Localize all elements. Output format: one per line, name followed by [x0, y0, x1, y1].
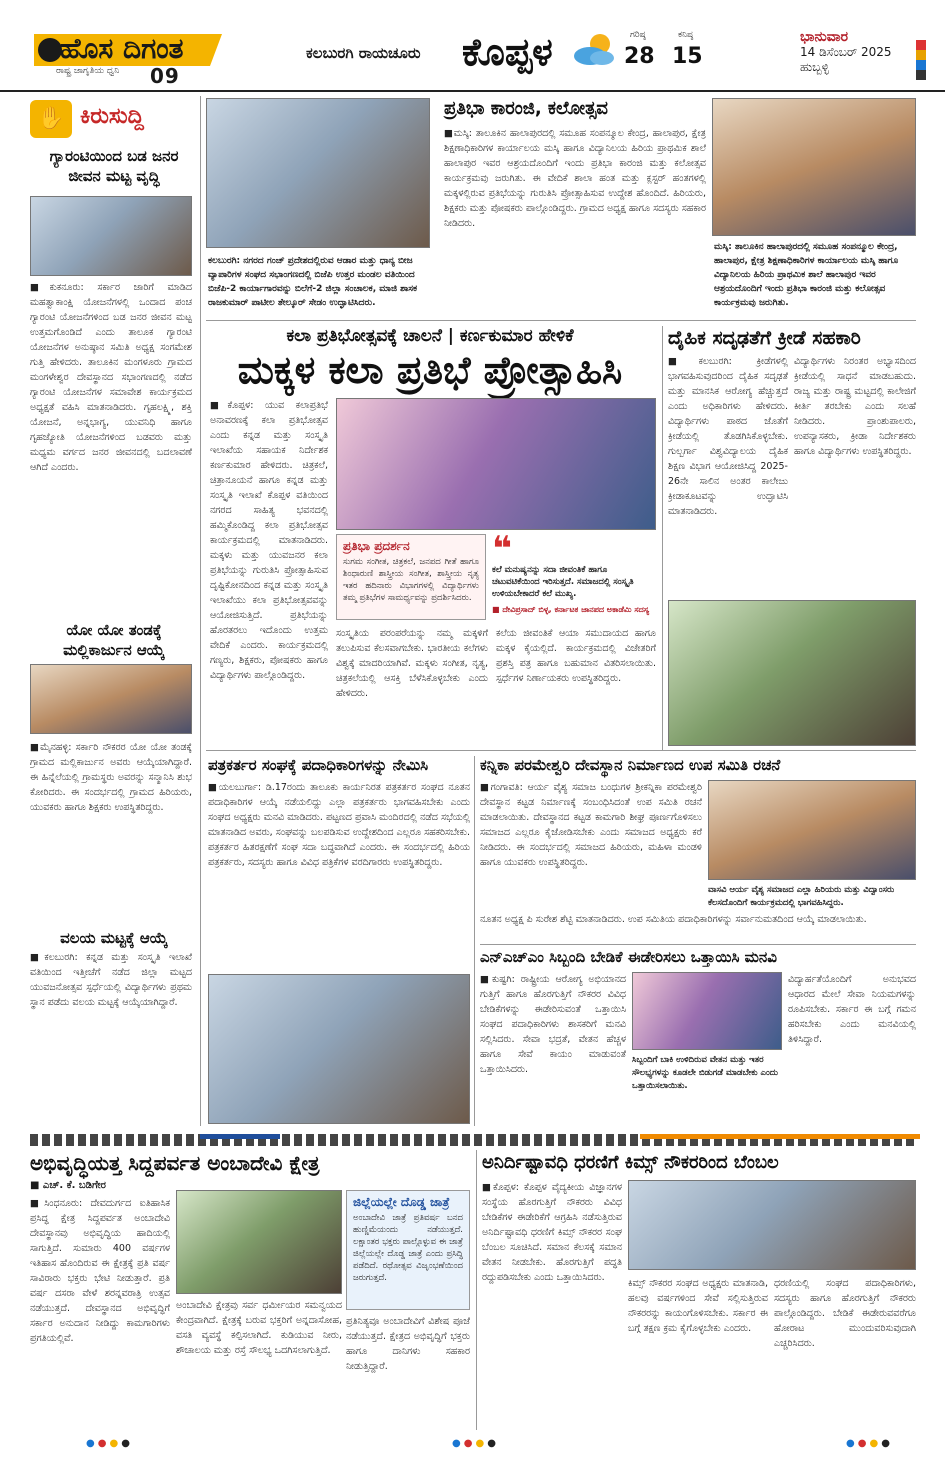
sports-photo [668, 600, 916, 746]
temple-photo [708, 780, 916, 880]
registration-dots: ●●●● [86, 1438, 133, 1449]
top-photo-1 [206, 98, 430, 248]
temp-max-label: ಗರಿಷ್ಠ [630, 30, 646, 40]
edition-title: ಕೊಪ್ಪಳ [462, 30, 553, 74]
info-box [336, 534, 486, 620]
journalists-body: ■ಯಲಬುರ್ಗಾ: ಡಿ.17ರಂದು ತಾಲೂಕು ಕಾರ್ಯನಿರತ ಪತ್ರಕರ್ತರ ಸಂಘದ ನೂತನ ಪದಾಧಿಕಾರಿಗಳ ಆಯ್ಕೆ ನಡೆಯಲಿದ್ದು ಎಲ್ಲಾ ಪತ್ರಕರ್ತರು ಭಾಗವಹಿಸಬೇಕು ಎಂದು ಸಂಘದ ಅಧ್ಯಕ್ಷರು ಮನವಿ ಮಾಡಿದರು. ಪಟ್ಟಣದ ಪ್ರವಾಸಿ ಮಂದಿರದಲ್ಲಿ ನಡೆದ ಸಭೆಯಲ್ಲಿ ಮಾತನಾಡಿದ ಅವರು, ಸಂಘವನ್ನು ಬಲಪಡಿಸುವ ಉದ್ದೇಶದಿಂದ ಎಲ್ಲರೂ ಸಹಕರಿಸಬೇಕು. ಪತ್ರಕರ್ತರ ಹಿತರಕ್ಷಣೆಗೆ ಸಂಘ ಸದಾ ಬದ್ಧವಾಗಿದೆ ಎಂದರು. ಈ ಸಂದರ್ಭದಲ್ಲಿ ಹಿರಿಯ ಪತ್ರಕರ್ತರು, ಸದಸ್ಯರು ಹಾಗೂ ವಿವಿಧ ಪತ್ರಿಕೆಗಳ ವರದಿಗಾರರು ಉಪಸ್ಥಿತರಿದ್ದರು. [208, 782, 470, 868]
info-box-title: ಪ್ರತಿಭಾ ಪ್ರದರ್ಶನ [343, 539, 410, 553]
kims-body: ■ಕೊಪ್ಪಳ: ಕೊಪ್ಪಳ ವೈದ್ಯಕೀಯ ವಿಜ್ಞಾನಗಳ ಸಂಸ್ಥೆಯ ಹೊರಗುತ್ತಿಗೆ ನೌಕರರು ವಿವಿಧ ಬೇಡಿಕೆಗಳ ಈಡೇರಿಕೆಗೆ ಆಗ್ರಹಿಸಿ ನಡೆಸುತ್ತಿರುವ ಅನಿರ್ದಿಷ್ಟಾವಧಿ ಧರಣಿಗೆ ಕಿಮ್ಸ್ ನೌಕರರ ಸಂಘ ಬೆಂಬಲ ಸೂಚಿಸಿದೆ. ಸಮಾನ ಕೆಲಸಕ್ಕೆ ಸಮಾನ ವೇತನ ನೀಡಬೇಕು. ಹೊರಗುತ್ತಿಗೆ ಪದ್ಧತಿ ರದ್ದುಪಡಿಸಬೇಕು ಎಂದು ಒತ್ತಾಯಿಸಿದರು. [482, 1182, 622, 1283]
lead-photo [336, 398, 656, 530]
registration-dots: ●●●● [846, 1438, 893, 1449]
column-divider [662, 326, 663, 750]
edition-city: ಹುಬ್ಬಳ್ಳಿ [800, 60, 829, 74]
info-box [346, 1190, 470, 1310]
kims-photo [628, 1180, 916, 1270]
nhm-caption: ಸಿಬ್ಬಂದಿಗೆ ಬಾಕಿ ಉಳಿದಿರುವ ವೇತನ ಮತ್ತು ಇತರ ಸೌಲಭ್ಯಗಳನ್ನು ಕೂಡಲೇ ಬಿಡುಗಡೆ ಮಾಡಬೇಕು ಎಂದು ಒತ್ತಾಯಿಸಲಾಯಿತು. [632, 1055, 778, 1091]
nhm-photo [632, 972, 782, 1050]
temple-caption: ವಾಸವಿ ಆರ್ಯ ವೈಶ್ಯ ಸಮಾಜದ ಎಲ್ಲಾ ಹಿರಿಯರು ಮತ್ತು ವಿದ್ವಾಂಸರು ಕೆಲಸದೊಂದಿಗೆ ಕಾರ್ಯಕ್ರಮದಲ್ಲಿ ಭಾಗವಹಿಸಿದ್ದರು. [708, 885, 895, 908]
ambadevi-byline: ■ ಎಚ್. ಕೆ. ಬಡಿಗೇರ [30, 1180, 106, 1191]
lead-headline: ಮಕ್ಕಳ ಕಲಾ ಪ್ರತಿಭೆ ಪ್ರೋತ್ಸಾಹಿಸಿ [237, 348, 623, 392]
journalists-photo [208, 974, 470, 1124]
nhm-headline: ಎನ್ಎಚ್ಎಂ ಸಿಬ್ಬಂದಿ ಬೇಡಿಕೆ ಈಡೇರಿಸಲು ಒತ್ತಾಯಿಸಿ ಮನವಿ [480, 948, 777, 966]
divider [480, 944, 916, 945]
nhm-body-2: ವಿದ್ಯಾರ್ಹತೆಯೊಂದಿಗೆ ಅನುಭವದ ಆಧಾರದ ಮೇಲೆ ಸೇವಾ ನಿಯಮಗಳನ್ನು ರೂಪಿಸಬೇಕು. ಸರ್ಕಾರ ಈ ಬಗ್ಗೆ ಗಮನ ಹರಿಸಬೇಕು ಎಂದು ಮನವಿಯಲ್ಲಿ ತಿಳಿಸಿದ್ದಾರೆ. [788, 974, 916, 1045]
divider [206, 320, 916, 321]
sports-body-2: ವಿದ್ಯಾರ್ಥಿಗಳು ನಿರಂತರ ಅಭ್ಯಾಸದಿಂದ ಕ್ರೀಡೆಯಲ್ಲಿ ಸಾಧನೆ ಮಾಡಬಹುದು. ರಾಜ್ಯ ಮತ್ತು ರಾಷ್ಟ್ರ ಮಟ್ಟದಲ್ಲಿ ಕಾಲೇಜಿಗೆ ಕೀರ್ತಿ ತರಬೇಕು ಎಂದು ಸಲಹೆ ನೀಡಿದರು. ಪ್ರಾಂಶುಪಾಲರು, ಉಪನ್ಯಾಸಕರು, ಕ್ರೀಡಾ ನಿರ್ದೇಶಕರು ಹಾಗೂ ವಿದ್ಯಾರ್ಥಿಗಳು ಉಪಸ್ಥಿತರಿದ್ದರು. [794, 356, 916, 457]
accent-stripe [200, 1134, 280, 1139]
temp-min: 15 [672, 44, 703, 69]
info-box-body: ಸುಗಮ ಸಂಗೀತ, ಚಿತ್ರಕಲೆ, ಜನಪದ ಗೀತೆ ಹಾಗೂ ಶಿಂಧಾರುಣಿ ಶಾಸ್ತ್ರೀಯ ಸಂಗೀತ, ಶಾಸ್ತ್ರೀಯ ನೃತ್ಯ ಇತರ ಹದಿನಾರು ವಿಭಾಗಗಳಲ್ಲಿ ವಿದ್ಯಾರ್ಥಿಗಳು ತಮ್ಮ ಪ್ರತಿಭೆಗಳ ಸಾಮರ್ಥ್ಯವನ್ನು ಪ್ರದರ್ಶಿಸಿದರು. [343, 557, 479, 603]
divider [206, 750, 916, 751]
lead-body-1: ■ಕೊಪ್ಪಳ: ಯುವ ಕಲಾಪ್ರತಿಭೆ ಅನಾವರಣಕ್ಕೆ ಕಲಾ ಪ್ರತಿಭೋತ್ಸವ ಎಂದು ಕನ್ನಡ ಮತ್ತು ಸಂಸ್ಕೃತಿ ಇಲಾಖೆಯ ಸಹಾಯಕ ನಿರ್ದೇಶಕ ಕರ್ಣಕುಮಾರ ಹೇಳಿದರು. ಚಿತ್ರಕಲೆ, ಚಿತ್ರಾನೂಯನೆ ಹಾಗೂ ಕನ್ನಡ ಮತ್ತು ಸಂಸ್ಕೃತಿ ಇಲಾಖೆ ಕೊಪ್ಪಳ ವತಿಯಿಂದ ನಗರದ ಸಾಹಿತ್ಯ ಭವನದಲ್ಲಿ ಹಮ್ಮಿಕೊಂಡಿದ್ದ ಕಲಾ ಪ್ರತಿಭೋತ್ಸವ ಕಾರ್ಯಕ್ರಮದಲ್ಲಿ ಮಾತನಾಡಿದರು. ಮಕ್ಕಳು ಮತ್ತು ಯುವಜನರ ಕಲಾ ಪ್ರತಿಭೆಯನ್ನು ಗುರುತಿಸಿ ಪ್ರೋತ್ಸಾಹಿಸುವ ದೃಷ್ಟಿಕೋನದಿಂದ ಕನ್ನಡ ಮತ್ತು ಸಂಸ್ಕೃತಿ ಇಲಾಖೆಯು ಕಲಾ ಪ್ರತಿಭೋತ್ಸವವನ್ನು ಆಯೋಜಿಸುತ್ತಿದೆ. ಪ್ರತಿಭೆಯನ್ನು ಹೊರತರಲು ಇದೊಂದು ಉತ್ತಮ ವೇದಿಕೆ ಎಂದರು. ಕಾರ್ಯಕ್ರಮದಲ್ಲಿ ಗಣ್ಯರು, ಶಿಕ್ಷಕರು, ಪೋಷಕರು ಹಾಗೂ ವಿದ್ಯಾರ್ಥಿಗಳು ಪಾಲ್ಗೊಂಡಿದ್ದರು. [210, 400, 328, 681]
brief-1-photo [30, 196, 192, 276]
brief-2-photo [30, 664, 192, 734]
masthead [0, 0, 945, 92]
edition-sub: ಕಲಬುರಗಿ ರಾಯಚೂರು [306, 44, 421, 62]
brief-3-body: ■ಕಲಬುರಗಿ: ಕನ್ನಡ ಮತ್ತು ಸಂಸ್ಕೃತಿ ಇಲಾಖೆ ವತಿಯಿಂದ ಇತ್ತೀಚೆಗೆ ನಡೆದ ಜಿಲ್ಲಾ ಮಟ್ಟದ ಯುವಜನೋತ್ಸವ ಸ್ಪರ್ಧೆಯಲ್ಲಿ ವಿದ್ಯಾರ್ಥಿಗಳು ಪ್ರಥಮ ಸ್ಥಾನ ಪಡೆದು ವಲಯ ಮಟ್ಟಕ್ಕೆ ಆಯ್ಕೆಯಾಗಿದ್ದಾರೆ. [30, 952, 192, 1008]
pratibha-body: ■ಮಸ್ಕಿ: ತಾಲೂಕಿನ ಹಾಲಾಪುರದಲ್ಲಿ ಸಮೂಹ ಸಂಪನ್ಮೂಲ ಕೇಂದ್ರ, ಹಾಲಾಪುರ, ಕ್ಷೇತ್ರ ಶಿಕ್ಷಣಾಧಿಕಾರಿಗಳ ಕಾರ್ಯಾಲಯ ಮಸ್ಕಿ ಹಾಗೂ ವಿದ್ಯಾನಿಲಯ ಹಿರಿಯ ಪ್ರಾಥಮಿಕ ಶಾಲೆ ಹಾಲಾಪುರ ಇವರ ಆಶ್ರಯದೊಂದಿಗೆ ಇಂದು ಪ್ರತಿಭಾ ಕಾರಂಜಿ ಮತ್ತು ಕಲೋತ್ಸವ ಕಾರ್ಯಕ್ರಮವು ಜರುಗಿತು. ಈ ವೇದಿಕೆ ಶಾಲಾ ಹಂತ ಮತ್ತು ಕ್ಲಸ್ಟರ್ ಹಂತಗಳಲ್ಲಿ ಮಕ್ಕಳಲ್ಲಿರುವ ಪ್ರತಿಭೆಯನ್ನು ಗುರುತಿಸಿ ಪ್ರೋತ್ಸಾಹಿಸುವ ಉದ್ದೇಶ ಹೊಂದಿದೆ. ಹಿರಿಯರು, ಶಿಕ್ಷಕರು ಮತ್ತು ಪೋಷಕರು ಪಾಲ್ಗೊಂಡಿದ್ದರು. ಗ್ರಾಮದ ಅಧ್ಯಕ್ಷ ಹಾಗೂ ಸದಸ್ಯರು ಸಹಕಾರ ನೀಡಿದರು. [444, 128, 706, 229]
brief-2-body: ■ಮೈನಹಳ್ಳಿ: ಸರ್ಕಾರಿ ನೌಕರರ ಯೋ ಯೋ ತಂಡಕ್ಕೆ ಗ್ರಾಮದ ಮಲ್ಲಿಕಾರ್ಜುನ ಅವರು ಆಯ್ಕೆಯಾಗಿದ್ದಾರೆ. ಈ ಹಿನ್ನೆಲೆಯಲ್ಲಿ ಗ್ರಾಮಸ್ಥರು ಅವರನ್ನು ಸನ್ಮಾನಿಸಿ ಶುಭ ಕೋರಿದರು. ಈ ಸಂದರ್ಭದಲ್ಲಿ ಗ್ರಾಮದ ಹಿರಿಯರು, ಯುವಕರು ಹಾಗೂ ಶಿಕ್ಷಕರು ಉಪಸ್ಥಿತರಿದ್ದರು. [30, 742, 192, 813]
top-photo-2 [712, 98, 916, 236]
column-divider [474, 756, 475, 1126]
sports-body-1: ■ಕಲಬುರಗಿ: ಕ್ರೀಡೆಗಳಲ್ಲಿ ಭಾಗವಹಿಸುವುದರಿಂದ ದೈಹಿಕ ಸದೃಢತೆ ಮತ್ತು ಮಾನಸಿಕ ಆರೋಗ್ಯ ಹೆಚ್ಚುತ್ತದೆ ಎಂದು ಅಧಿಕಾರಿಗಳು ಹೇಳಿದರು. ವಿದ್ಯಾರ್ಥಿಗಳು ಪಾಠದ ಜೊತೆಗೆ ಕ್ರೀಡೆಯಲ್ಲಿ ತೊಡಗಿಸಿಕೊಳ್ಳಬೇಕು. ಗುಲ್ಬರ್ಗಾ ವಿಶ್ವವಿದ್ಯಾಲಯ ದೈಹಿಕ ಶಿಕ್ಷಣ ವಿಭಾಗ ಆಯೋಜಿಸಿದ್ದ 2025-26ನೇ ಸಾಲಿನ ಅಂತರ ಕಾಲೇಜು ಕ್ರೀಡಾಕೂಟವನ್ನು ಉದ್ಘಾಟಿಸಿ ಮಾತನಾಡಿದರು. [668, 356, 788, 517]
kirusuddi-label: ಕಿರುಸುದ್ದಿ [80, 104, 144, 129]
brief-1-title: ಗ್ಯಾರಂಟಿಯಿಂದ ಬಡ ಜನರ ಜೀವನ ಮಟ್ಟ ವೃದ್ಧಿ [49, 147, 179, 185]
page-number: 09 [150, 64, 180, 88]
top-caption-2: ಮಸ್ಕಿ: ತಾಲೂಕಿನ ಹಾಲಾಪುರದಲ್ಲಿ ಸಮೂಹ ಸಂಪನ್ಮೂಲ ಕೇಂದ್ರ, ಹಾಲಾಪುರ, ಕ್ಷೇತ್ರ ಶಿಕ್ಷಣಾಧಿಕಾರಿಗಳ ಕಾರ್ಯಾಲಯ ಮಸ್ಕಿ ಹಾಗೂ ವಿದ್ಯಾನಿಲಯ ಹಿರಿಯ ಪ್ರಾಥಮಿಕ ಶಾಲೆ ಹಾಲಾಪುರ ಇವರ ಆಶ್ರಯದೊಂದಿಗೆ ಇಂದು ಪ್ರತಿಭಾ ಕಾರಂಜಿ ಮತ್ತು ಕಲೋತ್ಸವ ಕಾರ್ಯಕ್ರಮವು ಜರುಗಿತು. [714, 242, 899, 308]
issue-date: 14 ಡಿಸೆಂಬರ್ 2025 [800, 45, 892, 59]
temp-min-label: ಕನಿಷ್ಠ [678, 30, 694, 40]
ambadevi-headline: ಅಭಿವೃದ್ಧಿಯತ್ತ ಸಿದ್ದಪರ್ವತ ಅಂಬಾದೇವಿ ಕ್ಷೇತ್ರ [30, 1151, 320, 1175]
weekday: ಭಾನುವಾರ [800, 29, 849, 45]
temple-headline: ಕನ್ನಿಕಾ ಪರಮೇಶ್ವರಿ ದೇವಸ್ಥಾನ ನಿರ್ಮಾಣದ ಉಪ ಸಮಿತಿ ರಚನೆ [480, 756, 781, 774]
sports-headline: ದೈಹಿಕ ಸದೃಢತೆಗೆ ಕ್ರೀಡೆ ಸಹಕಾರಿ [668, 327, 861, 349]
brief-1-body: ■ಕುಕನೂರು: ಸರ್ಕಾರ ಜಾರಿಗೆ ಮಾಡಿದ ಮಹತ್ವಾಕಾಂಕ್ಷಿ ಯೋಜನೆಗಳಲ್ಲಿ ಒಂದಾದ ಪಂಚ ಗ್ಯಾರಂಟಿ ಯೋಜನೆಗಳಿಂದ ಬಡ ಜನರ ಜೀವನ ಮಟ್ಟ ಉತ್ತಮಗೊಂಡಿದೆ ಎಂದು ತಾಲೂಕ ಗ್ಯಾರಂಟಿ ಯೋಜನೆಗಳ ಅನುಷ್ಠಾನ ಸಮಿತಿ ಅಧ್ಯಕ್ಷ ಸಂಗಮೇಶ ಗುತ್ತಿ ಹೇಳಿದರು. ತಾಲೂಕಿನ ಮಂಗಳೂರು ಗ್ರಾಮದ ಮಂಗಳೇಶ್ವರ ದೇವಸ್ಥಾನದ ಸಭಾಂಗಣದಲ್ಲಿ ನಡೆದ ಗ್ಯಾರಂಟಿ ಯೋಜನೆಗಳ ಸಮಾವೇಶ ಕಾರ್ಯಕ್ರಮದ ಅಧ್ಯಕ್ಷತೆ ವಹಿಸಿ ಮಾತನಾಡಿದರು. ಗೃಹಲಕ್ಷ್ಮಿ, ಶಕ್ತಿ ಯೋಜನೆ, ಅನ್ನಭಾಗ್ಯ, ಯುವನಿಧಿ ಹಾಗೂ ಗೃಹಜ್ಯೋತಿ ಯೋಜನೆಗಳಿಂದ ಬಡವರು ಮತ್ತು ಮಧ್ಯಮ ವರ್ಗದ ಜನರ ಜೀವನದಲ್ಲಿ ಬದಲಾವಣೆ ಆಗಿದೆ ಎಂದರು. [30, 282, 192, 473]
ambadevi-body-3: ಪ್ರತಿನಿತ್ಯವೂ ಅಂಬಾದೇವಿಗೆ ವಿಶೇಷ ಪೂಜೆ ನಡೆಯುತ್ತದೆ. ಕ್ಷೇತ್ರದ ಅಭಿವೃದ್ಧಿಗೆ ಭಕ್ತರು ಹಾಗೂ ದಾನಿಗಳು ಸಹಕಾರ ನೀಡುತ್ತಿದ್ದಾರೆ. [346, 1316, 470, 1372]
partly-cloudy-icon [570, 30, 620, 70]
ambadevi-body: ■ಸಿಂಧನೂರು: ದೇವದುರ್ಗದ ಐತಿಹಾಸಿಕ ಪ್ರಸಿದ್ಧ ಕ್ಷೇತ್ರ ಸಿದ್ದಪರ್ವತ ಅಂಬಾದೇವಿ ದೇವಸ್ಥಾನವು ಅಭಿವೃದ್ಧಿಯ ಹಾದಿಯಲ್ಲಿ ಸಾಗುತ್ತಿದೆ. ಸುಮಾರು 400 ವರ್ಷಗಳ ಇತಿಹಾಸ ಹೊಂದಿರುವ ಈ ಕ್ಷೇತ್ರಕ್ಕೆ ಪ್ರತಿ ವರ್ಷ ಸಾವಿರಾರು ಭಕ್ತರು ಭೇಟಿ ನೀಡುತ್ತಾರೆ. ಪ್ರತಿ ವರ್ಷ ದಸರಾ ವೇಳೆ ಶರನ್ನವರಾತ್ರಿ ಉತ್ಸವ ನಡೆಯುತ್ತದೆ. ದೇವಸ್ಥಾನದ ಅಭಿವೃದ್ಧಿಗೆ ಸರ್ಕಾರ ಅನುದಾನ ನೀಡಿದ್ದು ಕಾಮಗಾರಿಗಳು ಪ್ರಗತಿಯಲ್ಲಿವೆ. [30, 1198, 170, 1344]
hand-icon: ✋ [30, 100, 72, 138]
column-divider [476, 1150, 477, 1430]
lead-body-2: ಸಂಸ್ಕೃತಿಯ ಪರಂಪರೆಯನ್ನು ನಮ್ಮ ಮಕ್ಕಳಿಗೆ ತಲುಪಿಸುವ ಕೆಲಸವಾಗಬೇಕು. ಭಾರತೀಯ ಕಲೆಗಳು ವಿಶ್ವಕ್ಕೆ ಮಾದರಿಯಾಗಿವೆ. ಮಕ್ಕಳು ಸಂಗೀತ, ನೃತ್ಯ, ಚಿತ್ರಕಲೆಯಲ್ಲಿ ಆಸಕ್ತಿ ಬೆಳೆಸಿಕೊಳ್ಳಬೇಕು ಎಂದು ಹೇಳಿದರು. [336, 628, 488, 699]
kims-body-3: ಧರಣಿಯಲ್ಲಿ ಸಂಘದ ಪದಾಧಿಕಾರಿಗಳು, ಸದಸ್ಯರು ಹಾಗೂ ಹೊರಗುತ್ತಿಗೆ ನೌಕರರು ಪಾಲ್ಗೊಂಡಿದ್ದರು. ಬೇಡಿಕೆ ಈಡೇರುವವರೆಗೂ ಹೋರಾಟ ಮುಂದುವರಿಸುವುದಾಗಿ ಎಚ್ಚರಿಸಿದರು. [774, 1278, 916, 1349]
logo-tagline: ರಾಷ್ಟ್ರ ಜಾಗೃತಿಯ ಧ್ವನಿ [56, 66, 120, 76]
ambadevi-photo [176, 1190, 342, 1294]
brief-3-title: ವಲಯ ಮಟ್ಟಕ್ಕೆ ಆಯ್ಕೆ [60, 929, 168, 947]
quote-text: ಕಲೆ ಮನುಷ್ಯನನ್ನು ಸದಾ ಜೀವಂತಿಕೆ ಹಾಗೂ ಚಟುವಟಿಕೆಯಿಂದ ಇರಿಸುತ್ತದೆ. ಸಮಾಜದಲ್ಲಿ ಸಂಸ್ಕೃತಿ ಉಳಿಯಬೇಕಾದರೆ ಕಲೆ ಮುಖ್ಯ. [492, 565, 634, 599]
pull-quote [492, 534, 656, 622]
lead-kicker: ಕಲಾ ಪ್ರತಿಭೋತ್ಸವಕ್ಕೆ ಚಾಲನೆ | ಕರ್ಣಕುಮಾರ ಹೇಳಿಕೆ [286, 326, 574, 346]
temple-body-2: ನೂತನ ಅಧ್ಯಕ್ಷ ಪಿ ಸುರೇಶ ಶೆಟ್ಟಿ ಮಾತನಾಡಿದರು. ಉಪ ಸಮಿತಿಯ ಪದಾಧಿಕಾರಿಗಳನ್ನು ಸರ್ವಾನುಮತದಿಂದ ಆಯ್ಕೆ ಮಾಡಲಾಯಿತು. [480, 914, 867, 925]
column-divider [200, 96, 201, 1126]
quote-attribution: ■ ದೇವಿಪ್ರಸಾದ್ ಬಿಳ್ಳ, ಕರ್ನಾಟಕ ಜಾನಪದ ಅಕಾಡೆಮಿ ಸದಸ್ಯ [492, 605, 650, 614]
ambadevi-body-2: ಅಂಬಾದೇವಿ ಕ್ಷೇತ್ರವು ಸರ್ವ ಧರ್ಮೀಯರ ಸಮನ್ವಯದ ಕೇಂದ್ರವಾಗಿದೆ. ಕ್ಷೇತ್ರಕ್ಕೆ ಬರುವ ಭಕ್ತರಿಗೆ ಅನ್ನದಾಸೋಹ, ವಸತಿ ವ್ಯವಸ್ಥೆ ಕಲ್ಪಿಸಲಾಗಿದೆ. ಕುಡಿಯುವ ನೀರು, ಶೌಚಾಲಯ ಮತ್ತು ರಸ್ತೆ ಸೌಲಭ್ಯ ಒದಗಿಸಲಾಗುತ್ತಿದೆ. [176, 1300, 342, 1356]
nhm-body: ■ಕುಷ್ಟಗಿ: ರಾಷ್ಟ್ರೀಯ ಆರೋಗ್ಯ ಅಭಿಯಾನದ ಗುತ್ತಿಗೆ ಹಾಗೂ ಹೊರಗುತ್ತಿಗೆ ನೌಕರರ ವಿವಿಧ ಬೇಡಿಕೆಗಳನ್ನು ಈಡೇರಿಸುವಂತೆ ಒತ್ತಾಯಿಸಿ ಸಂಘದ ಪದಾಧಿಕಾರಿಗಳು ಶಾಸಕರಿಗೆ ಮನವಿ ಸಲ್ಲಿಸಿದರು. ಸೇವಾ ಭದ್ರತೆ, ವೇತನ ಹೆಚ್ಚಳ ಹಾಗೂ ಸೇವೆ ಕಾಯಂ ಮಾಡುವಂತೆ ಒತ್ತಾಯಿಸಿದರು. [480, 974, 626, 1075]
color-bar [916, 40, 926, 80]
kims-headline: ಅನಿರ್ದಿಷ್ಟಾವಧಿ ಧರಣಿಗೆ ಕಿಮ್ಸ್ ನೌಕರರಿಂದ ಬೆಂಬಲ [482, 1152, 779, 1173]
lead-body-3: ಕಲೆಯ ಜೀವಂತಿಕೆ ಆಯಾ ಸಮುದಾಯದ ಹಾಗೂ ಮಕ್ಕಳ ಕೈಯಲ್ಲಿದೆ. ಕಾರ್ಯಕ್ರಮದಲ್ಲಿ ವಿಜೇತರಿಗೆ ಪ್ರಶಸ್ತಿ ಪತ್ರ ಹಾಗೂ ಬಹುಮಾನ ವಿತರಿಸಲಾಯಿತು. ಸ್ಪರ್ಧೆಗಳ ನಿರ್ಣಾಯಕರು ಉಪಸ್ಥಿತರಿದ್ದರು. [496, 628, 656, 684]
journalists-headline: ಪತ್ರಕರ್ತರ ಸಂಘಕ್ಕೆ ಪದಾಧಿಕಾರಿಗಳನ್ನು ನೇಮಿಸಿ [208, 756, 429, 774]
info-box-title: ಜಿಲ್ಲೆಯಲ್ಲೇ ದೊಡ್ಡ ಜಾತ್ರೆ [353, 1195, 450, 1209]
brief-2-title: ಯೋ ಯೋ ತಂಡಕ್ಕೆ ಮಲ್ಲಿಕಾರ್ಜುನ ಆಯ್ಕೆ [63, 621, 165, 659]
accent-stripe [640, 1134, 920, 1139]
kims-body-2: ಕಿಮ್ಸ್ ನೌಕರರ ಸಂಘದ ಅಧ್ಯಕ್ಷರು ಮಾತನಾಡಿ, ಹಲವು ವರ್ಷಗಳಿಂದ ಸೇವೆ ಸಲ್ಲಿಸುತ್ತಿರುವ ನೌಕರರನ್ನು ಕಾಯಂಗೊಳಿಸಬೇಕು. ಸರ್ಕಾರ ಈ ಬಗ್ಗೆ ತಕ್ಷಣ ಕ್ರಮ ಕೈಗೊಳ್ಳಬೇಕು ಎಂದರು. [628, 1278, 768, 1334]
quote-mark-icon: ❝ [492, 534, 512, 569]
registration-dots: ●●●● [452, 1438, 499, 1449]
temple-body: ■ಗಂಗಾವತಿ: ಆರ್ಯ ವೈಶ್ಯ ಸಮಾಜ ಬಂಧುಗಳ ಶ್ರೀಕನ್ನಿಕಾ ಪರಮೇಶ್ವರಿ ದೇವಸ್ಥಾನ ಕಟ್ಟಡ ನಿರ್ಮಾಣಕ್ಕೆ ಸಂಬಂಧಿಸಿದಂತೆ ಉಪ ಸಮಿತಿ ರಚನೆ ಮಾಡಲಾಯಿತು. ದೇವಸ್ಥಾನದ ಕಟ್ಟಡ ಕಾಮಗಾರಿ ಶೀಘ್ರ ಪೂರ್ಣಗೊಳಿಸಲು ಸಮಾಜದ ಎಲ್ಲರೂ ಕೈಜೋಡಿಸಬೇಕು ಎಂದು ಸಮಾಜದ ಅಧ್ಯಕ್ಷರು ಕರೆ ನೀಡಿದರು. ಈ ಸಂದರ್ಭದಲ್ಲಿ ಸಮಾಜದ ಹಿರಿಯರು, ಮಹಿಳಾ ಮಂಡಳಿ ಹಾಗೂ ಯುವಕರು ಉಪಸ್ಥಿತರಿದ್ದರು. [480, 782, 702, 868]
dateline [800, 30, 892, 75]
newspaper-logo: ಹೊಸ ದಿಗಂತ [60, 32, 184, 65]
info-box-body: ಅಂಬಾದೇವಿ ಜಾತ್ರೆ ಪ್ರತಿವರ್ಷ ಬನದ ಹುಣ್ಣಿಮೆಯಂದು ನಡೆಯುತ್ತದೆ. ಲಕ್ಷಾಂತರ ಭಕ್ತರು ಪಾಲ್ಗೊಳ್ಳುವ ಈ ಜಾತ್ರೆ ಜಿಲ್ಲೆಯಲ್ಲೇ ದೊಡ್ಡ ಜಾತ್ರೆ ಎಂದು ಪ್ರಸಿದ್ಧಿ ಪಡೆದಿದೆ. ರಥೋತ್ಸವ ವಿಜೃಂಭಣೆಯಿಂದ ಜರುಗುತ್ತದೆ. [353, 1213, 463, 1283]
top-caption-1: ಕಲಬುರಗಿ: ನಗರದ ಗಂಜ್ ಪ್ರದೇಶದಲ್ಲಿರುವ ಆಡಾರ ಮತ್ತು ಧಾನ್ಯ ಬೀಜ ವ್ಯಾಪಾರಿಗಳ ಸಂಘದ ಸಭಾಂಗಣದಲ್ಲಿ ಬಿಜೆಪಿ ಉತ್ತರ ಮಂಡಲ ವತಿಯಿಂದ ಬಿಜೆಪಿ-2 ಕಾರ್ಯಾಗಾರವನ್ನು ಬಿಲೆಗೆ-2 ಜಿಲ್ಲಾ ಸಂಚಾಲಕ, ಮಾಜಿ ಶಾಸಕ ರಾಜಕುಮಾರ್ ಪಾಟೀಲ ತೇಲ್ಕೂರ್ ಸೇಡಂ ಉದ್ಘಾಟಿಸಿದರು. [208, 256, 418, 308]
pratibha-headline: ಪ್ರತಿಭಾ ಕಾರಂಜಿ, ಕಲೋತ್ಸವ [444, 98, 608, 119]
temp-max: 28 [624, 44, 655, 69]
